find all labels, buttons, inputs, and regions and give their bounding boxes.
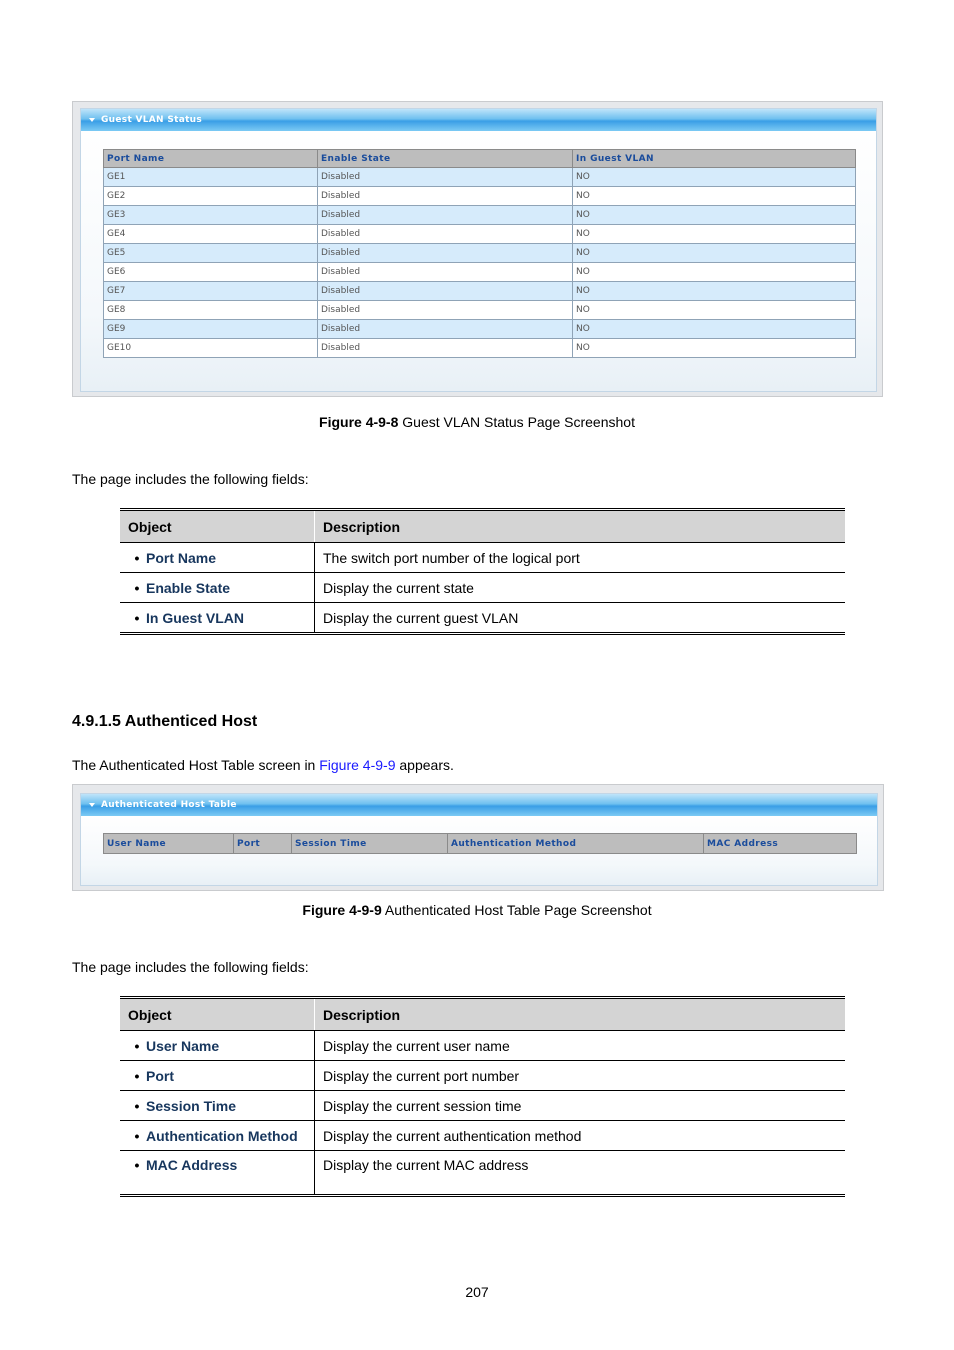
auth-host-table: [103, 833, 857, 854]
cell-in-guest-vlan: NO: [573, 244, 856, 263]
field-name: MAC Address: [146, 1157, 238, 1173]
table-row: [104, 339, 856, 358]
page-number: 207: [465, 1284, 489, 1300]
bullet-icon: •: [134, 579, 140, 596]
field-description: Display the current guest VLAN: [315, 603, 846, 634]
cell-port-name: GE7: [104, 282, 318, 301]
cell-enable-state: Disabled: [318, 263, 573, 282]
table-row: [120, 1151, 845, 1196]
column-header-in-guest-vlan: In Guest VLAN: [573, 150, 856, 168]
table-row: [104, 187, 856, 206]
cell-in-guest-vlan: NO: [573, 320, 856, 339]
field-description: The switch port number of the logical port: [315, 543, 846, 573]
cell-enable-state: Disabled: [318, 206, 573, 225]
column-header-object: Object: [120, 510, 315, 543]
column-header-port: Port: [234, 834, 292, 854]
cell-port-name: GE10: [104, 339, 318, 358]
table-row: [104, 282, 856, 301]
field-description: Display the current session time: [315, 1091, 846, 1121]
auth-host-panel: [80, 793, 878, 886]
column-header-description: Description: [315, 510, 846, 543]
cell-in-guest-vlan: NO: [573, 263, 856, 282]
collapse-arrow-icon[interactable]: [89, 803, 95, 807]
field-name: Port: [146, 1067, 174, 1084]
guest-vlan-panel: [80, 108, 877, 392]
cell-in-guest-vlan: NO: [573, 187, 856, 206]
field-description: Display the current port number: [315, 1061, 846, 1091]
cell-in-guest-vlan: NO: [573, 339, 856, 358]
cell-in-guest-vlan: NO: [573, 206, 856, 225]
column-header-enable-state: Enable State: [318, 150, 573, 168]
table-row: [120, 603, 845, 634]
table-row: [120, 1121, 845, 1151]
guest-vlan-screenshot: [72, 101, 883, 397]
cell-port-name: GE1: [104, 168, 318, 187]
cell-enable-state: Disabled: [318, 168, 573, 187]
cell-enable-state: Disabled: [318, 187, 573, 206]
bullet-icon: •: [134, 1037, 140, 1054]
table-row: [104, 263, 856, 282]
field-name: Enable State: [146, 579, 231, 596]
column-header-description: Description: [315, 998, 846, 1031]
cell-port-name: GE9: [104, 320, 318, 339]
cell-port-name: GE5: [104, 244, 318, 263]
cell-port-name: GE3: [104, 206, 318, 225]
table-header-row: [120, 998, 845, 1031]
cell-in-guest-vlan: NO: [573, 282, 856, 301]
figure-caption-4-9-8: Figure 4-9-8 Guest VLAN Status Page Screenshot: [319, 414, 635, 430]
table-header-row: [104, 150, 856, 168]
field-name: Session Time: [146, 1097, 237, 1114]
fields-intro-2: The page includes the following fields:: [72, 959, 309, 975]
table-row: [104, 320, 856, 339]
cell-in-guest-vlan: NO: [573, 225, 856, 244]
cell-port-name: GE4: [104, 225, 318, 244]
table-row: [104, 301, 856, 320]
collapse-arrow-icon[interactable]: [89, 118, 95, 122]
cell-in-guest-vlan: NO: [573, 301, 856, 320]
column-header-port-name: Port Name: [104, 150, 318, 168]
bullet-icon: •: [134, 609, 140, 626]
bullet-icon: •: [134, 1097, 140, 1114]
cell-enable-state: Disabled: [318, 244, 573, 263]
table-header-row: [104, 834, 857, 854]
cell-enable-state: Disabled: [318, 282, 573, 301]
column-header-object: Object: [120, 998, 315, 1031]
bullet-icon: •: [134, 549, 140, 566]
fields-intro-1: The page includes the following fields:: [72, 471, 309, 487]
column-header-session-time: Session Time: [292, 834, 448, 854]
column-header-mac-address: MAC Address: [704, 834, 857, 854]
field-description: Display the current user name: [315, 1031, 846, 1061]
table-row: [120, 1061, 845, 1091]
cell-port-name: GE8: [104, 301, 318, 320]
bullet-icon: •: [134, 1127, 140, 1144]
section-heading: 4.9.1.5 Authenticed Host: [72, 713, 258, 730]
cell-port-name: GE6: [104, 263, 318, 282]
cell-enable-state: Disabled: [318, 301, 573, 320]
field-name: In Guest VLAN: [146, 609, 245, 626]
cell-enable-state: Disabled: [318, 320, 573, 339]
column-header-authentication-method: Authentication Method: [448, 834, 704, 854]
cell-enable-state: Disabled: [318, 339, 573, 358]
cell-port-name: GE2: [104, 187, 318, 206]
auth-host-screenshot: [72, 784, 884, 891]
cell-enable-state: Disabled: [318, 225, 573, 244]
table-row: [120, 1091, 845, 1121]
field-name: Authentication Method: [146, 1127, 298, 1144]
table-row: [120, 1031, 845, 1061]
guest-vlan-table: [103, 149, 856, 358]
fields-table-guest-vlan: [120, 508, 845, 635]
fields-table-auth-host: [120, 996, 845, 1197]
table-row: [120, 543, 845, 573]
auth-host-panel-title: Authenticated Host Table: [81, 794, 877, 816]
table-row: [120, 573, 845, 603]
field-name: User Name: [146, 1037, 220, 1054]
field-description: Display the current authentication method: [315, 1121, 846, 1151]
table-row: [104, 168, 856, 187]
auth-host-intro: The Authenticated Host Table screen in Figure 4-9-9 appears.: [72, 757, 454, 773]
figure-link[interactable]: Figure 4-9-9: [319, 757, 396, 773]
field-name: Port Name: [146, 549, 217, 566]
table-header-row: [120, 510, 845, 543]
figure-caption-4-9-9: Figure 4-9-9 Authenticated Host Table Page Screenshot: [302, 902, 652, 918]
table-row: [104, 244, 856, 263]
table-row: [104, 225, 856, 244]
field-description: Display the current MAC address: [315, 1151, 846, 1196]
table-row: [104, 206, 856, 225]
field-description: Display the current state: [315, 573, 846, 603]
column-header-user-name: User Name: [104, 834, 234, 854]
bullet-icon: •: [134, 1067, 140, 1084]
cell-in-guest-vlan: NO: [573, 168, 856, 187]
bullet-icon: •: [134, 1157, 140, 1173]
guest-vlan-panel-title: Guest VLAN Status: [81, 109, 876, 131]
